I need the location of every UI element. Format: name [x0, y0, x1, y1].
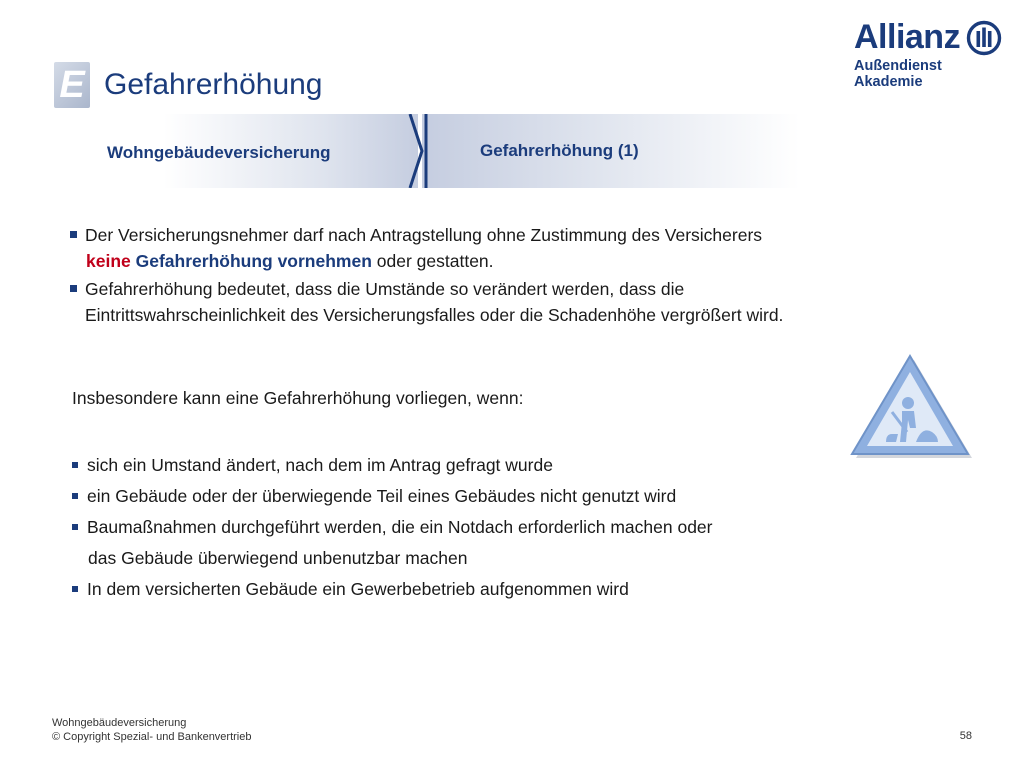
condition-text: ein Gebäude oder der überwiegende Teil eines Gebäudes nicht genutzt wird [87, 486, 677, 506]
rule-item-2 [70, 276, 890, 328]
breadcrumb [100, 114, 800, 188]
bullet-square-icon [70, 285, 77, 292]
highlight-keine: keine [86, 251, 131, 271]
condition-item [72, 512, 832, 543]
rule-2-line-2: Eintrittswahrscheinlichkeit des Versicherungsfalles oder die Schadenhöhe vergrößert wird. [85, 305, 784, 325]
breadcrumb-chevron-icon [406, 114, 430, 188]
footer [52, 716, 252, 744]
rule-item-1 [70, 222, 890, 274]
condition-continuation: das Gebäude überwiegend unbenutzbar machen [88, 548, 468, 568]
page-title: Gefahrerhöhung [104, 68, 323, 101]
rule-1-line-1: Der Versicherungsnehmer darf nach Antragstellung ohne Zustimmung des Versicherers [85, 225, 763, 245]
rule-2-line-1: Gefahrerhöhung bedeutet, dass die Umstände so verändert werden, dass die [85, 279, 685, 299]
logo-wordmark: Allianz [854, 18, 961, 56]
rules-list [70, 222, 890, 330]
rule-1-line-2 [85, 248, 890, 274]
chapter-badge [54, 62, 90, 108]
conditions-intro: Insbesondere kann eine Gefahrerhöhung vorliegen, wenn: [72, 388, 524, 408]
footer-line-1: Wohngebäudeversicherung [52, 717, 187, 729]
condition-text: Baumaßnahmen durchgeführt werden, die ein Notdach erforderlich machen oder [87, 517, 713, 537]
bullet-square-icon [72, 462, 78, 468]
bullet-square-icon [72, 524, 78, 530]
condition-item [72, 481, 832, 512]
condition-text: In dem versicherten Gebäude ein Gewerbebetrieb aufgenommen wird [87, 579, 629, 599]
bullet-square-icon [70, 231, 77, 238]
logo-subtitle: Außendienst Akademie [854, 58, 942, 90]
allianz-logo [850, 18, 1010, 90]
allianz-eagle-logo-icon [966, 20, 1002, 56]
chapter-letter: E [59, 64, 85, 106]
footer-copyright: © Copyright Spezial- und Bankenvertrieb [52, 731, 252, 743]
bullet-square-icon [72, 493, 78, 499]
rule-1-rest: oder gestatten. [376, 251, 494, 271]
bullet-square-icon [72, 586, 78, 592]
breadcrumb-item-wohngebaeude: Wohngebäudeversicherung [107, 143, 331, 162]
construction-warning-sign-icon [850, 352, 974, 464]
condition-item [72, 450, 832, 481]
condition-text: sich ein Umstand ändert, nach dem im Antrag gefragt wurde [87, 455, 553, 475]
highlight-gefahrerhoehung: Gefahrerhöhung vornehmen [135, 251, 372, 271]
breadcrumb-item-gefahrerhoehung: Gefahrerhöhung (1) [480, 141, 639, 160]
condition-item [72, 574, 832, 605]
page-number: 58 [959, 730, 972, 742]
conditions-list [72, 450, 832, 605]
